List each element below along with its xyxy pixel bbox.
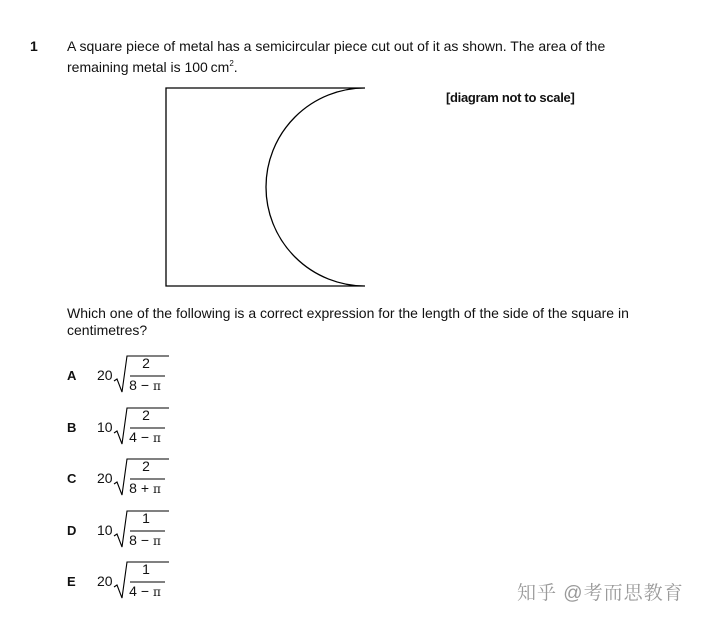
diagram-scale-note: [diagram not to scale] (446, 90, 575, 105)
option-expression (97, 458, 177, 498)
option-coefficient: 20 (97, 367, 113, 383)
option-expression (97, 407, 177, 447)
zhihu-watermark: 知乎 @考而思教育 (517, 583, 684, 604)
option-numerator: 2 (142, 355, 150, 371)
option-denominator: 8 + π (129, 480, 161, 496)
option-coefficient: 10 (97, 419, 113, 435)
option-expression (97, 510, 177, 550)
option-numerator: 2 (142, 407, 150, 423)
option-numerator: 2 (142, 458, 150, 474)
stem-unit: cm (210, 59, 230, 75)
option-letter: A (67, 368, 77, 383)
option-denominator: 8 − π (129, 377, 161, 393)
option-letter: B (67, 420, 77, 435)
option-numerator: 1 (142, 561, 150, 577)
option-coefficient: 20 (97, 470, 113, 486)
stem-unit-power: 2 (229, 59, 234, 68)
option-denominator: 4 − π (129, 583, 161, 599)
question-number: 1 (30, 38, 38, 54)
option-letter: D (67, 523, 77, 538)
question-prompt: Which one of the following is a correct expression for the length of the side of the square in centimetres? (67, 305, 629, 338)
option-expression (97, 561, 177, 601)
stem-end: . (233, 59, 238, 75)
option-coefficient: 10 (97, 522, 113, 538)
option-expression (97, 355, 177, 395)
option-denominator: 8 − π (129, 532, 161, 548)
stem-text: A square piece of metal has a semicircular piece cut out of it as shown. The area of the remaining metal is 100 (67, 38, 606, 75)
option-letter: E (67, 574, 76, 589)
question-stem (67, 38, 667, 76)
square-semicircle-diagram (160, 82, 370, 292)
option-coefficient: 20 (97, 573, 113, 589)
option-denominator: 4 − π (129, 429, 161, 445)
option-letter: C (67, 471, 77, 486)
option-numerator: 1 (142, 510, 150, 526)
diagram-outline (166, 88, 365, 286)
